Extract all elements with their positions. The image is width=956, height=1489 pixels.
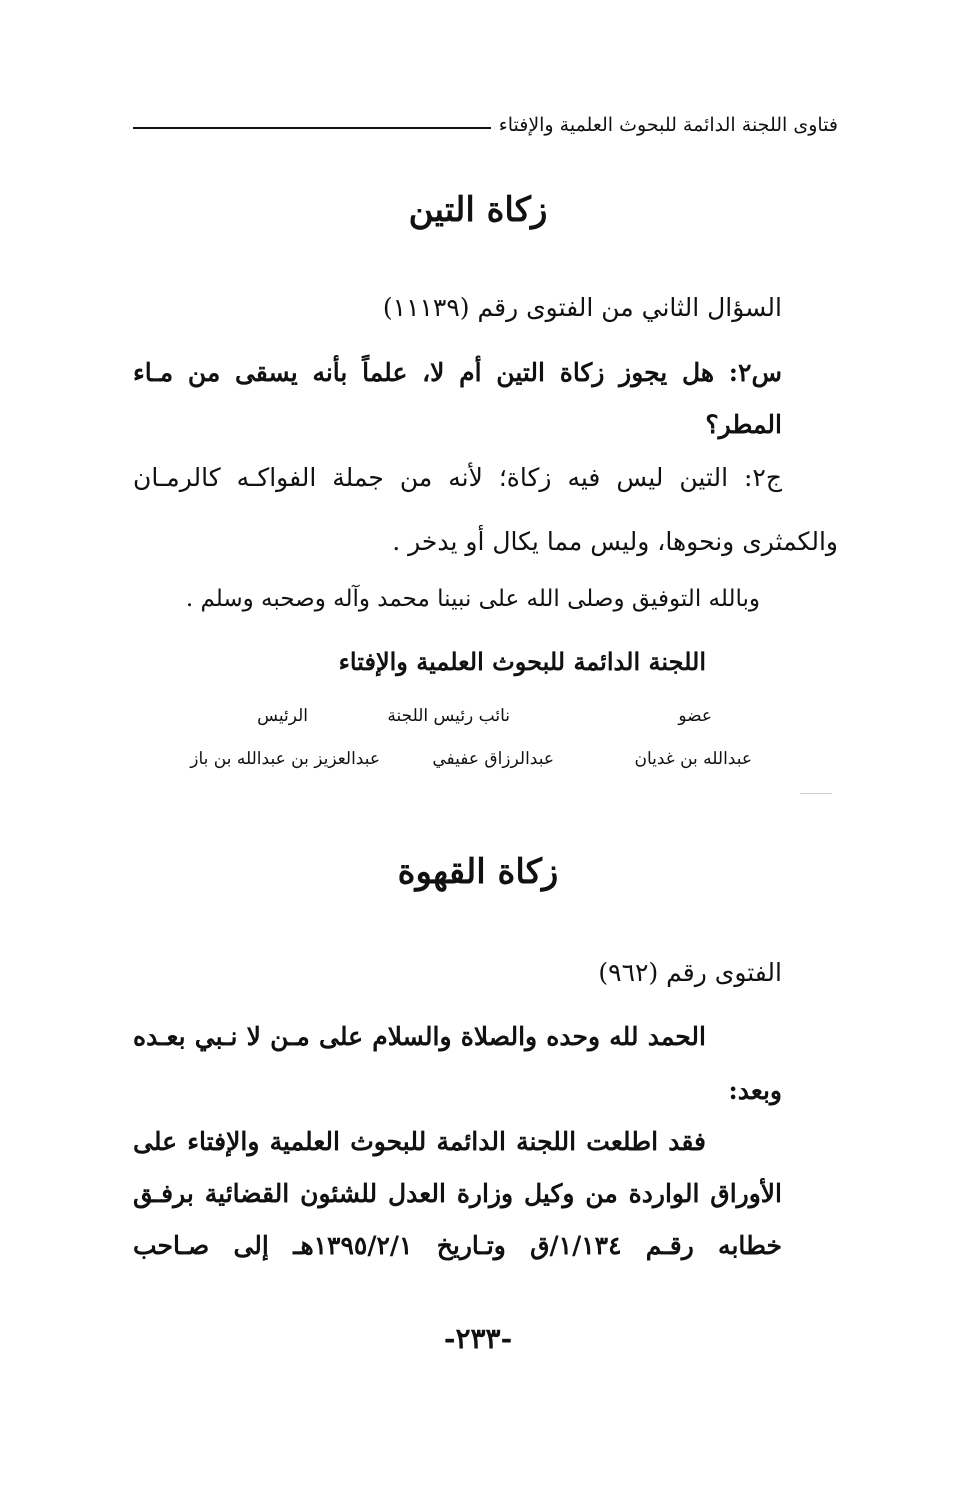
signatory-role-chair: الرئيس [257, 706, 308, 726]
header-rule [133, 127, 491, 129]
body-line-5: خطابه رقـم ١/١٣٤/ق وتـاريخ ١٣٩٥/٢/١هـ إلى صـاحب [133, 1231, 782, 1260]
answer-line-1: ج٢: التين ليس فيه زكاة؛ لأنه من جملة الفواكـه كالرمـان [133, 463, 782, 492]
signatory-name-member: عبدالله بن غديان [634, 749, 752, 769]
body-line-1: الحمد لله وحده والصلاة والسلام على مـن لا نـبي بعـده [133, 1022, 706, 1051]
section-title-coffee-zakat: زكاة القهوة [397, 852, 559, 892]
body-line-2: وبعد: [728, 1076, 782, 1105]
committee-name: اللجنة الدائمة للبحوث العلمية والإفتاء [338, 647, 706, 676]
question-line-1: س٢: هل يجوز زكاة التين أم لا، علماً بأنه يسقى من مـاء [133, 358, 782, 387]
question-line-2: المطر؟ [705, 410, 782, 439]
fatwa-reference: الفتوى رقم (٩٦٢) [598, 958, 782, 987]
signatory-role-member: عضو [678, 706, 712, 726]
closing-line: وبالله التوفيق وصلى الله على نبينا محمد وآله وصحبه وسلم . [185, 586, 760, 612]
signatory-name-vice-chair: عبدالرزاق عفيفي [432, 749, 554, 769]
question-reference: السؤال الثاني من الفتوى رقم (١١١٣٩) [382, 293, 782, 322]
running-header: فتاوى اللجنة الدائمة للبحوث العلمية والإفتاء [498, 114, 838, 136]
section-title-fig-zakat: زكاة التين [408, 190, 548, 230]
page-number: -٢٣٣- [443, 1322, 513, 1355]
signatory-role-vice-chair: نائب رئيس اللجنة [387, 706, 510, 726]
signatory-name-chair: عبدالعزيز بن عبدالله بن باز [190, 749, 380, 769]
body-line-3: فقد اطلعت اللجنة الدائمة للبحوث العلمية والإفتاء على [133, 1127, 706, 1156]
answer-line-2: والكمثرى ونحوها، وليس مما يكال أو يدخر . [392, 527, 838, 556]
faint-edge-mark [800, 793, 832, 794]
body-line-4: الأوراق الواردة من وكيل وزارة العدل للشئون القضائية برفـق [133, 1179, 782, 1208]
